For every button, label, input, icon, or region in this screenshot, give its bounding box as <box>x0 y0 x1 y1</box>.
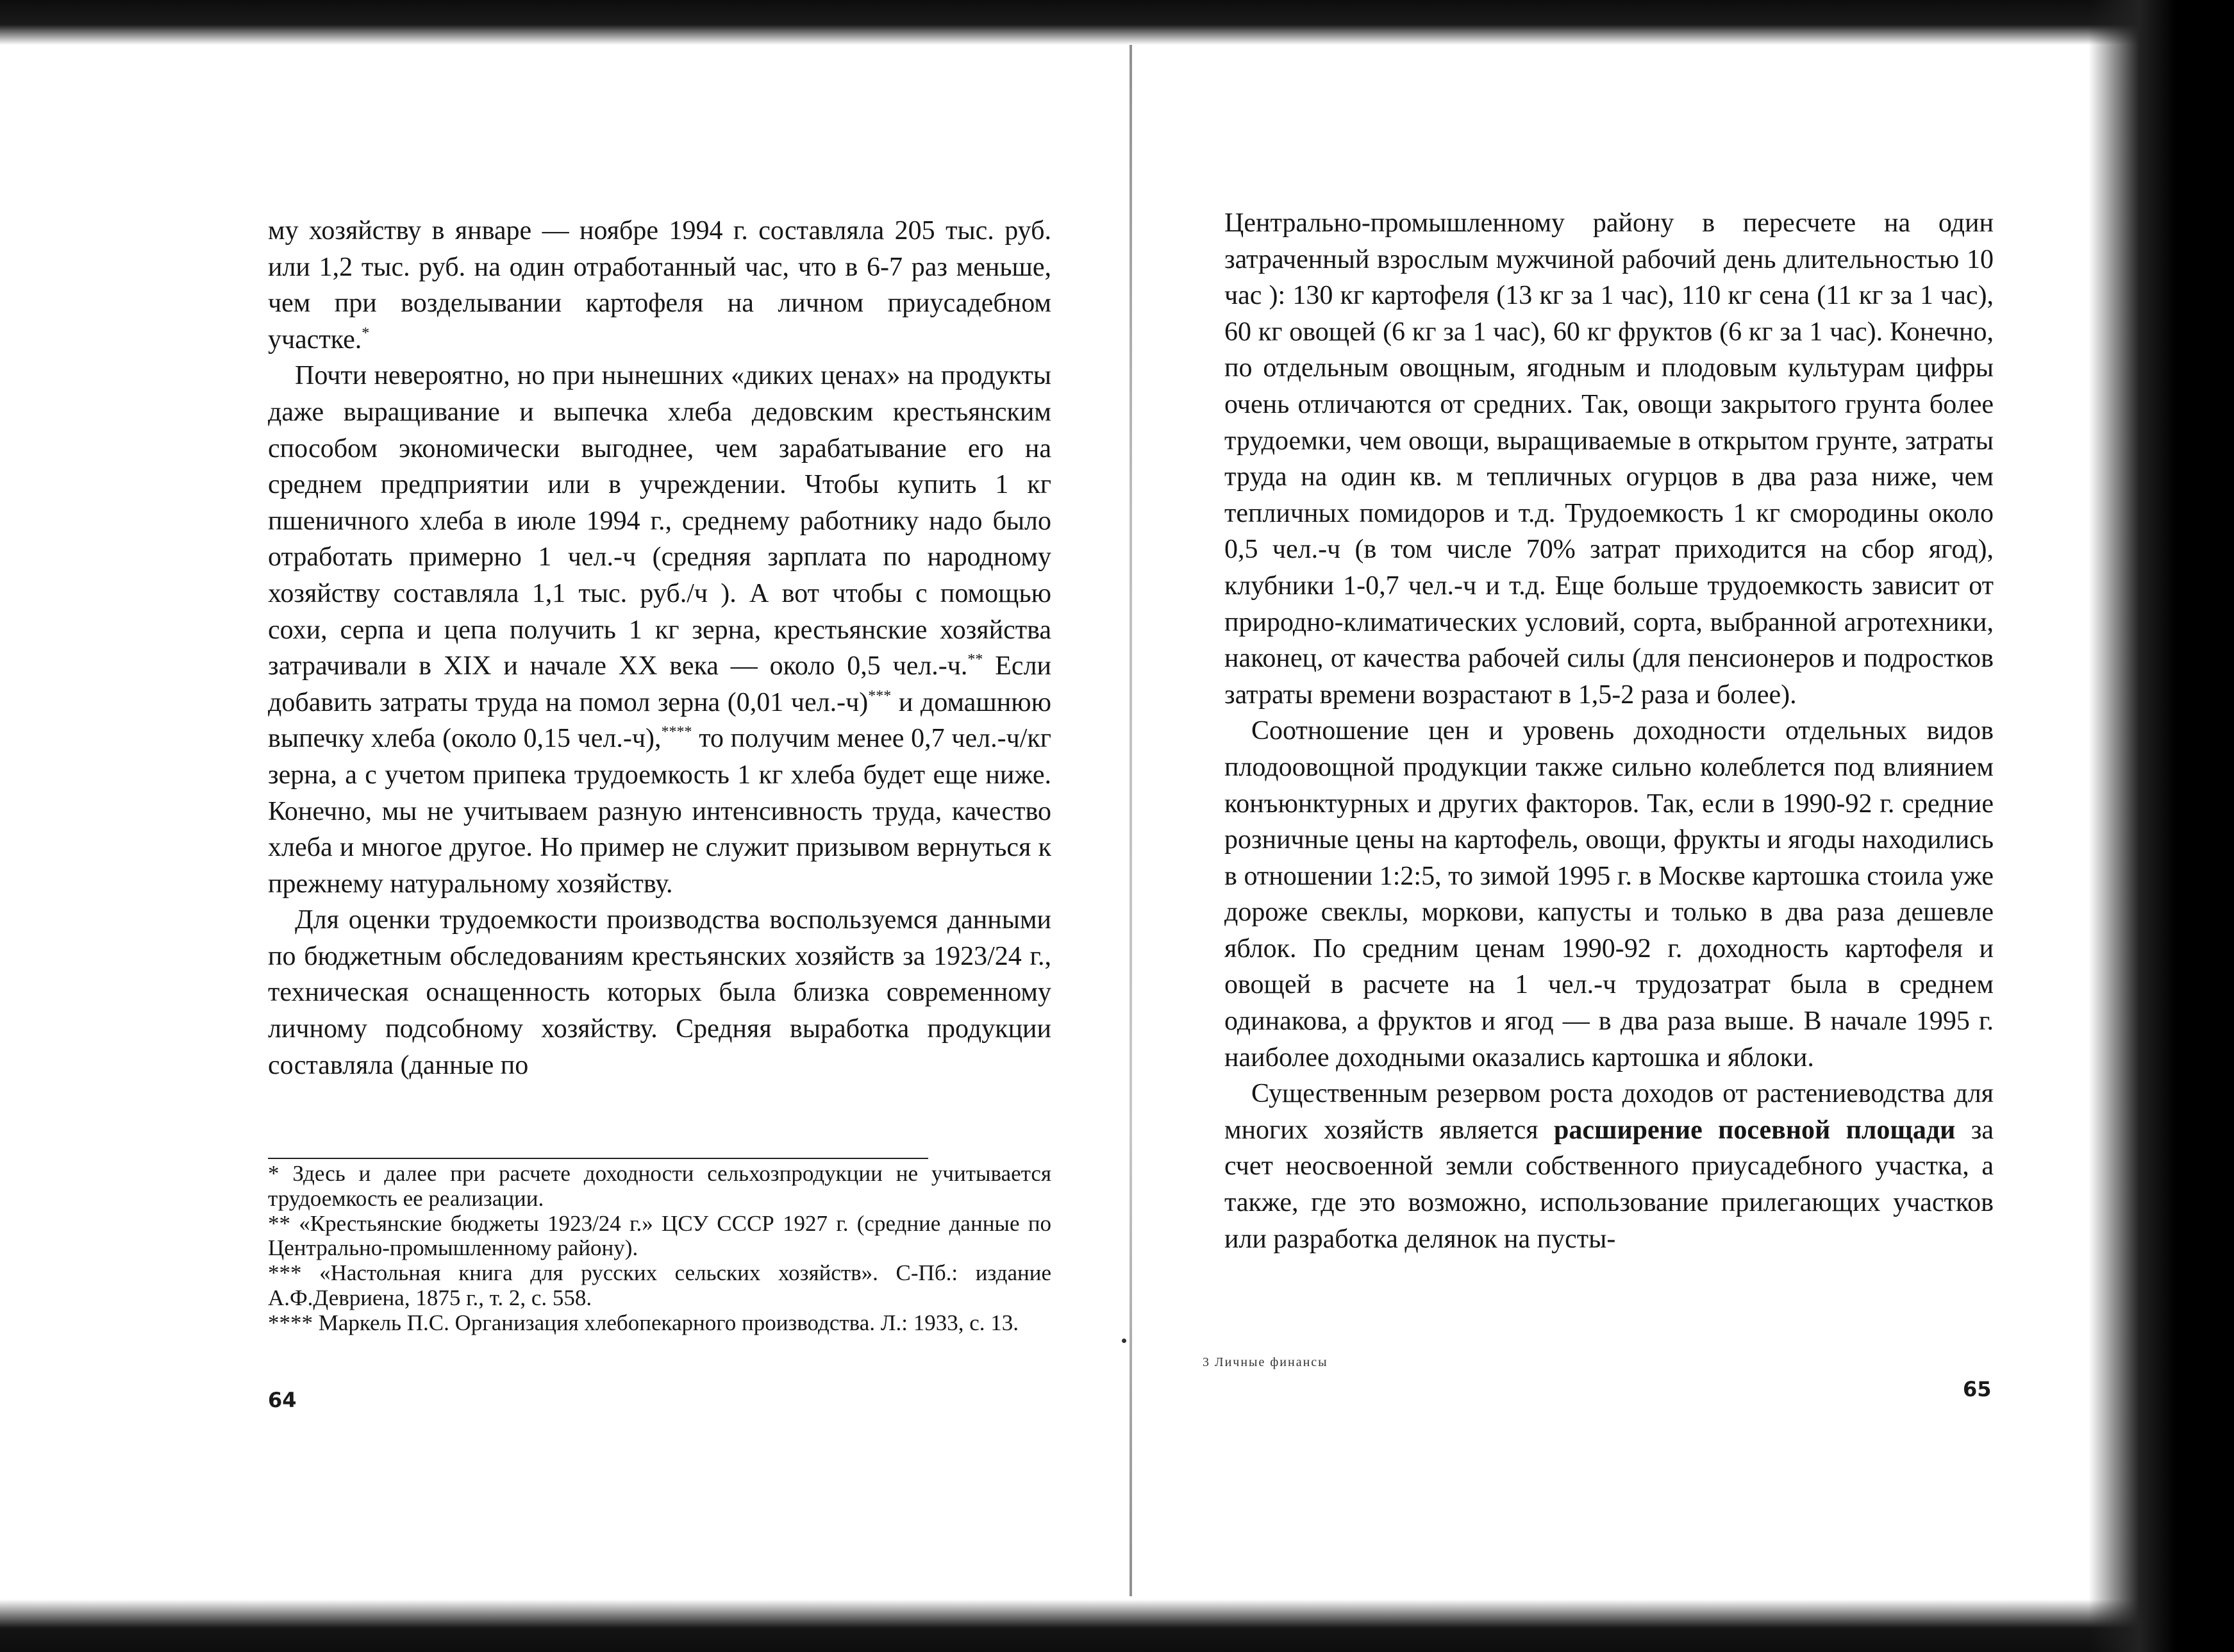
text-run: то получим менее 0,7 чел.-ч/кг зерна, а с учетом припека трудоемкость 1 кг хлеба будет еще ниже. Конечно, мы не учитываем разную интенсивность труда, качество хлеба и многое другое. Но пример не служит призывом вернуться к прежнему натуральному хозяйству. <box>268 724 1051 899</box>
footnote-marker: *** <box>868 687 892 705</box>
emphasis-text: расширение посевной площади <box>1554 1115 1956 1145</box>
text-run: Почти невероятно, но при нынешних «диких ценах» на продукты даже выращивание и выпечка хлеба дедовским крестьянским способом экономически выгоднее, чем зарабатывание его на среднем предприятии или в учреждении. Чтобы купить 1 кг пшеничного хлеба в июле 1994 г., среднему работнику надо было отработать примерно 1 чел.-ч (средняя зарплата по народному хозяйству составляла 1,1 тыс. руб./ч ). А вот чтобы с помощью сохи, серпа и цепа получить 1 кг зерна, крестьянские хозяйства затрачивали в XIX и начале XX века — около 0,5 чел.-ч. <box>268 361 1051 681</box>
text-run: Для оценки трудоемкости производства воспользуемся данными по бюджетным обследованиям крестьянских хозяйств за 1923/24 г., техническая оснащенность которых была близка современному личному подсобному хозяйству. Средняя выработка продукции составляла (данные по <box>268 905 1051 1080</box>
footnote-divider <box>268 1158 928 1159</box>
text-run: Соотношение цен и уровень доходности отдельных видов плодоовощной продукции также сильно колеблется под влиянием конъюнктурных и других факторов. Так, если в 1990-92 г. средние розничные цены на картофель, овощи, фрукты и ягоды находились в отношении 1:2:5, то зимой 1995 г. в Москве картошка стоила уже дороже свеклы, моркови, капусты и только в два раза дешевле яблок. По средним ценам 1990-92 г. доходность картофеля и овощей в расчете на 1 чел.-ч трудозатрат была в среднем одинакова, а фруктов и ягод — в два раза выше. В начале 1995 г. наиболее доходными оказались картошка и яблоки. <box>1224 716 1994 1072</box>
text-run: Если добавить затраты труда на помол зерна (0,01 чел.-ч) <box>268 651 1052 717</box>
footnote: **** Маркель П.С. Организация хлебопекарного производства. Л.: 1933, с. 13. <box>268 1310 1019 1335</box>
scan-edge-right <box>2088 0 2234 1652</box>
footnote-marker: * <box>362 324 370 342</box>
paragraph <box>1224 1076 1994 1257</box>
right-page-body <box>1224 205 1994 1257</box>
text-run: Существенным резервом роста доходов от растениеводства для многих хозяйств является <box>1224 1079 1994 1145</box>
printer-signature: 3 Личные финансы <box>1203 1355 1328 1369</box>
text-run: Центрально-промышленному району в пересчете на один затраченный взрослым мужчиной рабочий день длительностью 10 час ): 130 кг картофеля (13 кг за 1 час), 110 кг сена (11 кг за 1 час), 60 кг овощей (6 кг за 1 час), 60 кг фруктов (6 кг за 1 час). Конечно, по отдельным овощным, ягодным и плодовым культурам цифры очень отличаются от средних. Так, овощи закрытого грунта более трудоемки, чем овощи, выращиваемые в открытом грунте, затраты труда на один кв. м тепличных огурцов в два раза ниже, чем тепличных помидоров и т.д. Трудоемкость 1 кг смородины около 0,5 чел.-ч (в том числе 70% затрат приходится на сбор ягод), клубники 1-0,7 чел.-ч и т.д. Еще больше трудоемкость зависит от природно-климатических условий, сорта, выбранной агротехники, наконец, от качества рабочей силы (для пенсионеров и подростков затраты времени возрастают в 1,5-2 раза и более). <box>1224 208 1994 710</box>
paragraph <box>268 902 1051 1083</box>
left-page-body <box>268 213 1051 1083</box>
paragraph <box>268 358 1051 902</box>
footnote: *** «Настольная книга для русских сельских хозяйств». С-Пб.: издание А.Ф.Девриена, 1875 г., т. 2, с. 558. <box>268 1260 1051 1310</box>
footnote: ** «Крестьянские бюджеты 1923/24 г.» ЦСУ СССР 1927 г. (средние данные по Центрально-промышленному району). <box>268 1210 1051 1261</box>
page-number: 65 <box>1963 1377 1992 1401</box>
paragraph <box>1224 713 1994 1076</box>
text-run: и домашнюю выпечку хлеба (около 0,15 чел.-ч), <box>268 687 1051 754</box>
scan-speck <box>1122 1339 1126 1343</box>
footnotes <box>268 1162 1051 1336</box>
page-number: 64 <box>268 1388 297 1412</box>
footnote: * Здесь и далее при расчете доходности сельхозпродукции не учитывается трудоемкость ее реализации. <box>268 1161 1051 1211</box>
text-run: за счет неосвоенной земли собственного приусадебного участка, а также, где это возможно, использование прилегающих участков или разработка делянок на пусты- <box>1224 1115 1994 1254</box>
paragraph <box>268 213 1051 358</box>
footnote-marker: **** <box>661 724 692 741</box>
text-run: му хозяйству в январе — ноябре 1994 г. составляла 205 тыс. руб. или 1,2 тыс. руб. на один отработанный час, что в 6-7 раз меньше, чем при возделывании картофеля на личном приусадебном участке. <box>268 216 1051 355</box>
book-gutter <box>1130 45 1132 1596</box>
right-page <box>1135 0 2088 1652</box>
footnote-marker: ** <box>967 651 983 669</box>
paragraph <box>1224 205 1994 713</box>
